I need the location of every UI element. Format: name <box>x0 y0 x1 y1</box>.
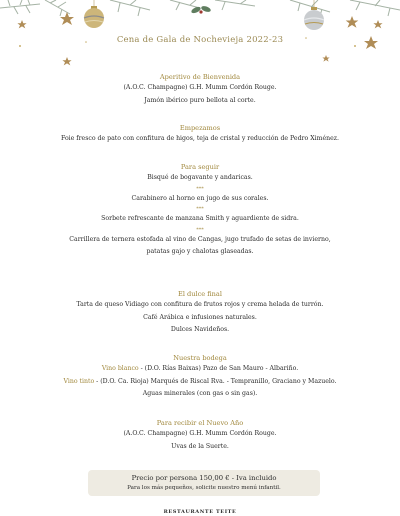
menu-line: Uvas de la Suerte. <box>171 442 229 450</box>
section-empezamos <box>0 124 400 146</box>
menu-line: Tarta de queso Vidiago con confitura de frutos rojos y crema helada de turrón. <box>76 301 324 308</box>
wine-text: - (D.O. Ca. Rioja) Marqués de Riscal Rva. - Tempranillo, Graciano y Mazuelo. <box>94 377 337 385</box>
kids-menu-note: Para los más pequeños, solicite nuestro menú infantil. <box>127 485 281 491</box>
separator: *** <box>196 206 204 212</box>
section-nuevo-ano <box>0 419 400 453</box>
section-dulce-final <box>0 290 400 337</box>
menu-line: (A.O.C. Champagne) G.H. Mumm Cordón Rouge. <box>123 430 277 437</box>
wine-label: Vino tinto <box>63 377 95 385</box>
price-text: Precio por persona 150,00 € - Iva incluido <box>131 474 277 482</box>
price-box <box>88 470 320 496</box>
section-title: Nuestra bodega <box>173 354 227 362</box>
menu-line: Carrillera de ternera estofada al vino de Cangas, jugo trufado de setas de invierno, <box>69 235 331 243</box>
menu-title: Cena de Gala de Nochevieja 2022-23 <box>116 35 284 45</box>
menu-line: Sorbete refrescante de manzana Smith y aguardiente de sidra. <box>101 215 299 222</box>
separator: *** <box>196 226 204 233</box>
section-para-seguir <box>0 163 400 259</box>
menu-line: Dulces Navideños. <box>170 326 230 333</box>
menu-line: (A.O.C. Champagne) G.H. Mumm Cordón Rouge. <box>123 84 277 91</box>
ornament-gold-icon <box>84 0 104 28</box>
section-title: Para seguir <box>180 163 220 171</box>
menu-line: Jamón ibérico puro bellota al corte. <box>144 96 256 104</box>
ornament-silver-icon <box>304 0 324 30</box>
section-title: El dulce final <box>178 290 222 298</box>
separator: *** <box>196 185 204 192</box>
section-title: Aperitivo de Bienvenida <box>159 73 241 81</box>
menu-line: Bisqué de bogavante y andaricas. <box>147 174 253 181</box>
wine-line <box>0 363 400 376</box>
section-title: Empezamos <box>179 124 221 132</box>
section-title: Para recibir el Nuevo Año <box>156 419 244 427</box>
section-bodega <box>0 354 400 401</box>
section-aperitivo <box>0 73 400 107</box>
menu-line: Café Arábica e infusiones naturales. <box>143 313 257 321</box>
wine-label: Vino blanco <box>101 365 139 372</box>
menu-line: Foie fresco de pato con confitura de higos, teja de cristal y reducción de Pedro Ximénez. <box>61 135 339 142</box>
menu-line: Carabinero al horno en jugo de sus corales. <box>131 194 269 202</box>
menu-line: patatas gajo y chalotas glaseadas. <box>146 248 254 255</box>
menu-line: Aguas minerales (con gas o sin gas). <box>142 390 258 397</box>
restaurant-name: RESTAURANTE TEITE <box>163 509 237 515</box>
wine-line <box>0 376 400 389</box>
wine-text: - (D.O. Rías Baixas) Pazo de San Mauro - Albariño. <box>138 365 299 372</box>
